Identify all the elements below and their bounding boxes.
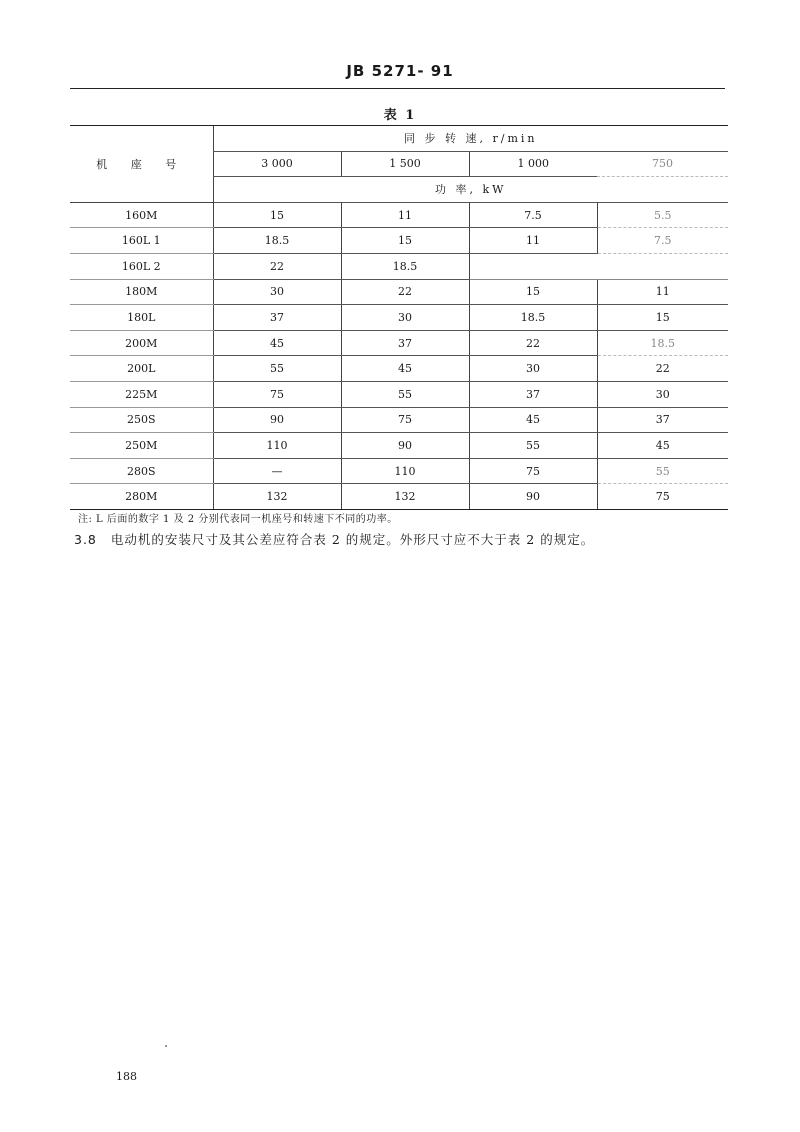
table-row <box>70 228 728 254</box>
frame-cell: 180L <box>70 305 213 331</box>
power-cell-empty <box>469 253 597 279</box>
speed-header: 同 步 转 速, r/min <box>213 126 728 152</box>
power-cell: 90 <box>213 407 341 433</box>
speed-750: 750 <box>597 151 728 177</box>
table-footnote: 注: L 后面的数字 1 及 2 分别代表同一机座号和转速下不同的功率。 <box>78 514 398 525</box>
power-cell: 90 <box>341 433 469 459</box>
power-cell: 75 <box>341 407 469 433</box>
power-header: 功 率, kW <box>213 177 728 203</box>
power-cell: 110 <box>341 458 469 484</box>
table-row <box>70 253 728 279</box>
table-row <box>70 202 728 228</box>
power-cell: 15 <box>597 305 728 331</box>
frame-cell: 180M <box>70 279 213 305</box>
power-cell: 30 <box>213 279 341 305</box>
clause-number: 3.8 <box>74 532 97 547</box>
power-cell: 30 <box>341 305 469 331</box>
frame-cell: 200M <box>70 330 213 356</box>
power-cell: 11 <box>341 202 469 228</box>
power-cell: 7.5 <box>469 202 597 228</box>
speed-1000: 1 000 <box>469 151 597 177</box>
power-cell: 45 <box>469 407 597 433</box>
frame-cell: 250S <box>70 407 213 433</box>
power-cell: 22 <box>213 253 341 279</box>
power-cell: 110 <box>213 433 341 459</box>
power-cell: 18.5 <box>469 305 597 331</box>
power-cell: 18.5 <box>213 228 341 254</box>
table-row <box>70 407 728 433</box>
speed-3000: 3 000 <box>213 151 341 177</box>
power-cell: 90 <box>469 484 597 510</box>
speed-1500: 1 500 <box>341 151 469 177</box>
frame-cell: 225M <box>70 381 213 407</box>
table-row <box>70 330 728 356</box>
frame-cell: 200L <box>70 356 213 382</box>
document-header: JB 5271- 91 <box>346 62 454 80</box>
power-cell: 22 <box>597 356 728 382</box>
table-row <box>70 356 728 382</box>
power-cell: — <box>213 458 341 484</box>
clause-3-8 <box>74 530 594 548</box>
scan-speck <box>165 1045 167 1047</box>
power-cell: 11 <box>469 228 597 254</box>
power-cell: 22 <box>341 279 469 305</box>
power-cell: 55 <box>597 458 728 484</box>
table-row <box>70 279 728 305</box>
frame-cell: 250M <box>70 433 213 459</box>
power-cell: 15 <box>341 228 469 254</box>
table-row <box>70 381 728 407</box>
power-cell: 18.5 <box>341 253 469 279</box>
table-row <box>70 484 728 510</box>
clause-text: 电动机的安装尺寸及其公差应符合表 2 的规定。外形尺寸应不大于表 2 的规定。 <box>110 532 595 547</box>
power-cell: 18.5 <box>597 330 728 356</box>
power-cell: 11 <box>597 279 728 305</box>
power-cell: 7.5 <box>597 228 728 254</box>
page-number: 188 <box>116 1070 137 1083</box>
power-cell: 55 <box>341 381 469 407</box>
power-cell-empty <box>597 253 728 279</box>
power-cell: 45 <box>341 356 469 382</box>
frame-cell: 160L 2 <box>70 253 213 279</box>
power-cell: 132 <box>341 484 469 510</box>
frame-cell: 280S <box>70 458 213 484</box>
power-cell: 45 <box>597 433 728 459</box>
table-title: 表 1 <box>383 108 417 123</box>
power-cell: 15 <box>213 202 341 228</box>
header-rule <box>70 88 725 89</box>
power-cell: 30 <box>597 381 728 407</box>
frame-cell: 280M <box>70 484 213 510</box>
power-cell: 55 <box>469 433 597 459</box>
power-cell: 15 <box>469 279 597 305</box>
power-cell: 30 <box>469 356 597 382</box>
frame-cell: 160L 1 <box>70 228 213 254</box>
motor-power-table <box>70 125 728 510</box>
power-cell: 75 <box>213 381 341 407</box>
power-cell: 55 <box>213 356 341 382</box>
power-cell: 75 <box>469 458 597 484</box>
power-cell: 37 <box>469 381 597 407</box>
power-cell: 37 <box>341 330 469 356</box>
power-cell: 37 <box>597 407 728 433</box>
power-cell: 5.5 <box>597 202 728 228</box>
power-cell: 37 <box>213 305 341 331</box>
power-cell: 45 <box>213 330 341 356</box>
table-row <box>70 433 728 459</box>
table-row <box>70 458 728 484</box>
table-row <box>70 305 728 331</box>
frame-cell: 160M <box>70 202 213 228</box>
power-cell: 22 <box>469 330 597 356</box>
power-cell: 132 <box>213 484 341 510</box>
stub-header: 机 座 号 <box>70 126 213 203</box>
power-cell: 75 <box>597 484 728 510</box>
